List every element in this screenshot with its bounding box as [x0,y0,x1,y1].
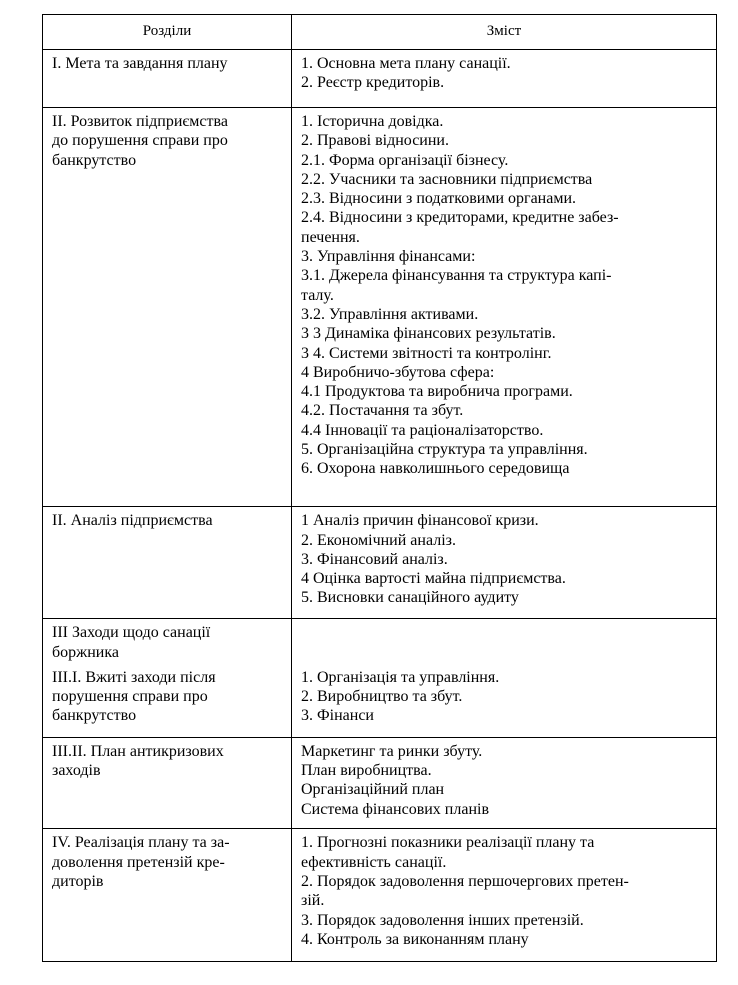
section-cell [43,50,292,108]
section-line: диторів [52,872,104,890]
header-content: Зміст [292,15,717,50]
content-line: 4.1 Продуктова та виробнича програми. [301,383,573,401]
content-line: 2. Економічний аналіз. [301,531,456,549]
section-cell [43,829,292,962]
section-line: банкрутство [52,151,137,169]
content-line: 2.2. Учасники та засновники підприємства [301,170,593,188]
content-line: 5. Висновки санаційного аудиту [301,589,519,607]
content-line: 3. Фінанси [301,707,374,725]
table-row [43,829,717,962]
content-cell [292,737,717,829]
section-line: II. Розвиток підприємства [52,113,228,130]
content-line: зій. [301,892,325,910]
section-cell [43,108,292,507]
table-row [43,108,717,507]
content-line: 4.2. Постачання та збут. [301,402,464,420]
section-line: III Заходи щодо санації [52,624,211,642]
content-line: 1. Історична довідка. [301,113,444,130]
content-line: Маркетинг та ринки збуту. [301,742,483,760]
sanation-plan-table [42,14,717,962]
header-sections: Розділи [43,15,292,50]
content-line: 2.4. Відносини з кредиторами, кредитне забез- [301,209,619,227]
content-line: 3. Порядок задоволення інших претензій. [301,911,584,929]
content-line: 3. Управління фінансами: [301,248,476,266]
section-line: IV. Реалізація плану та за- [52,834,230,852]
content-line: 2. Правові відносини. [301,132,449,150]
content-cell [292,108,717,507]
section-cell [43,619,292,737]
content-cell [292,619,717,737]
content-line: печення. [301,228,360,246]
content-cell [292,50,717,108]
content-line: 4 Оцінка вартості майна підприємства. [301,570,566,588]
section-line: III.I. Вжиті заходи після [52,668,216,686]
content-line: 2.1. Форма організації бізнесу. [301,151,509,169]
section-line: боржника [52,643,119,661]
content-line: 4 Виробничо-збутова сфера: [301,363,495,381]
content-line: 2. Реєстр кредиторів. [301,74,445,92]
section-cell [43,507,292,619]
content-cell [292,507,717,619]
table-row [43,619,717,737]
content-line: 1 Аналіз причин фінансової кризи. [301,512,539,530]
section-line: банкрутство [52,707,137,725]
content-line: 3.1. Джерела фінансування та структура капі- [301,267,612,285]
content-cell [292,829,717,962]
content-line: 2.3. Відносини з податковими органами. [301,190,577,208]
section-line: заходів [52,762,101,780]
section-line: II. Аналіз підприємства [52,512,213,530]
section-line: доволення претензій кре- [52,853,225,871]
content-line: 1. Прогнозні показники реалізації плану та [301,834,595,852]
content-line: 3.2. Управління активами. [301,305,479,323]
content-spacer [301,623,708,662]
content-line: Організаційний план [301,781,445,799]
section-line: III.II. План антикризових [52,742,224,760]
content-line: План виробництва. [301,762,432,780]
content-line: 3 4. Системи звітності та контролінг. [301,344,552,362]
table-row [43,50,717,108]
content-line: 6. Охорона навколишнього середовища [301,460,570,478]
section-line: I. Мета та завдання плану [52,55,228,72]
header-row [43,15,717,50]
content-line: 3 3 Динаміка фінансових результатів. [301,325,556,343]
content-line: 2. Порядок задоволення першочергових претен- [301,872,629,890]
content-line: 4.4 Інновації та раціоналізаторство. [301,421,544,439]
content-line: 2. Виробництво та збут. [301,688,463,706]
section-cell [43,737,292,829]
content-line: 3. Фінансовий аналіз. [301,550,448,568]
content-line: 5. Організаційна структура та управління. [301,441,588,459]
table-row [43,507,717,619]
content-line: 1. Організація та управління. [301,668,500,686]
content-line: Система фінансових планів [301,800,490,818]
content-line: 1. Основна мета плану санації. [301,55,511,72]
table-row [43,737,717,829]
section-line: до порушення справи про [52,132,228,150]
content-line: 4. Контроль за виконанням плану [301,930,529,948]
content-line: ефективність санації. [301,853,447,871]
content-line: талу. [301,286,334,304]
section-line: порушення справи про [52,688,208,706]
